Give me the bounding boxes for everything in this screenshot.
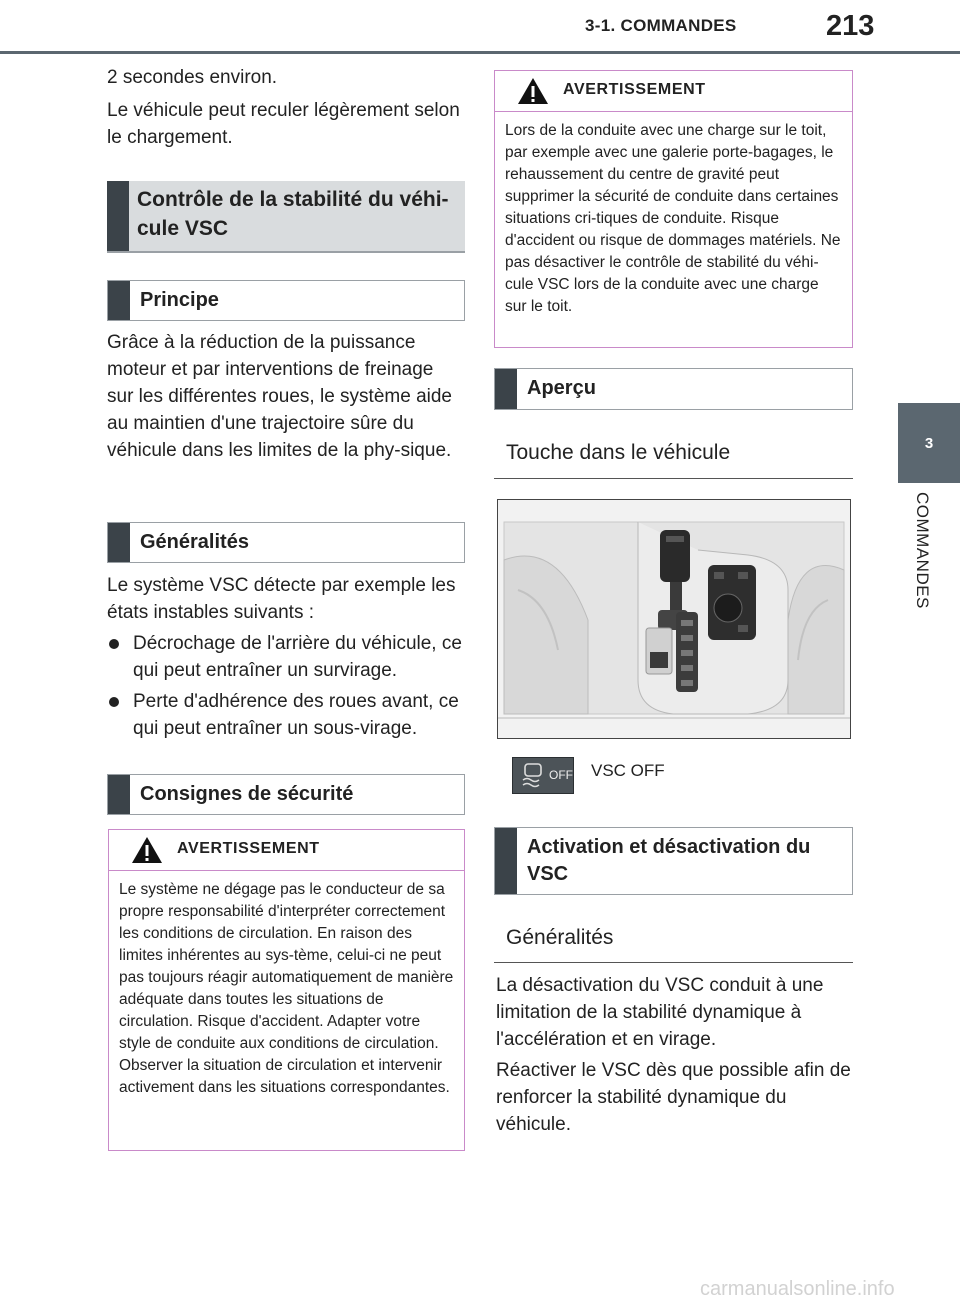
heading-tab	[495, 369, 517, 409]
warning-text: Lors de la conduite avec une charge sur le toit, par exemple avec une galerie porte-bagages, le rehaussement du centre de gravité peut supprimer la sécurité de conduite dans certaines situations cri-tiques de conduite. Risque d'accident ou risque de dommages matériels. Ne pas désactiver le contrôle de stabilité du véhi-cule VSC lors de la conduite avec une charge sur le toit.	[505, 122, 841, 315]
activation-heading	[494, 827, 853, 895]
list-item	[107, 630, 467, 684]
warning-label: AVERTISSEMENT	[563, 81, 706, 98]
warning-header	[495, 71, 852, 112]
vsc-off-label: VSC OFF	[591, 761, 665, 780]
safety-heading	[107, 774, 465, 815]
list-item-text: Décrochage de l'arrière du véhicule, ce qui peut entraîner un survirage.	[133, 633, 462, 681]
vsc-heading	[107, 181, 465, 253]
touche-subheading: Touche dans le véhicule	[494, 441, 853, 479]
warning-triangle-icon	[131, 836, 163, 864]
apercu-heading	[494, 368, 853, 410]
generalites-subheading: Généralités	[494, 926, 853, 963]
page-number: 213	[826, 10, 875, 42]
center-console-illustration	[497, 499, 851, 739]
warning-box	[494, 70, 853, 348]
principe-heading-text: Principe	[140, 289, 219, 311]
heading-tab	[495, 828, 517, 894]
intro-line: 2 secondes environ.	[107, 67, 278, 88]
generalites-heading-text: Généralités	[140, 531, 249, 553]
center-console-image	[498, 500, 850, 738]
generalites-paragraph: Le système VSC détecte par exemple les états instables suivants :	[107, 575, 456, 623]
vsc-heading-text: Contrôle de la stabilité du véhi-cule VSC	[137, 188, 449, 240]
apercu-heading-text: Aperçu	[527, 377, 596, 399]
heading-tab	[108, 523, 130, 562]
bullet-icon	[109, 639, 119, 649]
reactivation-paragraph: Réactiver le VSC dès que possible afin de renforcer la stabilité dynamique du véhicule.	[496, 1060, 851, 1135]
vsc-off-icon	[512, 757, 574, 794]
generalites-heading	[107, 522, 465, 563]
chapter-number: 3	[924, 434, 934, 452]
warning-header	[109, 830, 464, 871]
list-item-text: Perte d'adhérence des roues avant, ce qui peut entraîner un sous-virage.	[133, 691, 459, 739]
warning-triangle-icon	[517, 77, 549, 105]
principe-heading	[107, 280, 465, 321]
heading-tab	[107, 181, 129, 251]
section-title: 3-1. COMMANDES	[585, 16, 737, 35]
heading-tab	[108, 775, 130, 814]
list-item	[107, 688, 467, 742]
warning-text: Le système ne dégage pas le conducteur de sa propre responsabilité d'interpréter correctement les conditions de circulation. En raison des limites inhérentes au sys-tème, celui-ci ne peut pas toujours réagir automatiquement de manière adéquate dans toutes les situations de circulation. Risque d'accident. Adapter votre style de conduite aux conditions de circulation. Observer la situation de circulation et intervenir activement dans les situations correspondantes.	[119, 881, 454, 1096]
deactivation-paragraph: La désactivation du VSC conduit à une limitation de la stabilité dynamique à l'accélération et en virage.	[496, 975, 824, 1050]
warning-label: AVERTISSEMENT	[177, 840, 320, 857]
bullet-icon	[109, 697, 119, 707]
warning-box	[108, 829, 465, 1151]
chapter-label: COMMANDES	[913, 492, 932, 609]
heading-tab	[108, 281, 130, 320]
watermark-text: carmanualsonline.info	[700, 1278, 895, 1300]
principe-paragraph: Grâce à la réduction de la puissance moteur et par interventions de freinage sur les différentes roues, le système aide au maintien d'une trajectoire sûre du véhicule dans les limites de la phy-sique.	[107, 332, 452, 461]
safety-heading-text: Consignes de sécurité	[140, 783, 354, 805]
intro-paragraph: Le véhicule peut reculer légèrement selon le chargement.	[107, 100, 460, 148]
activation-heading-text: Activation et désactivation du VSC	[527, 836, 811, 885]
vsc-icon-off-text: OFF	[549, 768, 573, 782]
chapter-tab	[898, 403, 960, 483]
header-rule	[0, 51, 960, 54]
